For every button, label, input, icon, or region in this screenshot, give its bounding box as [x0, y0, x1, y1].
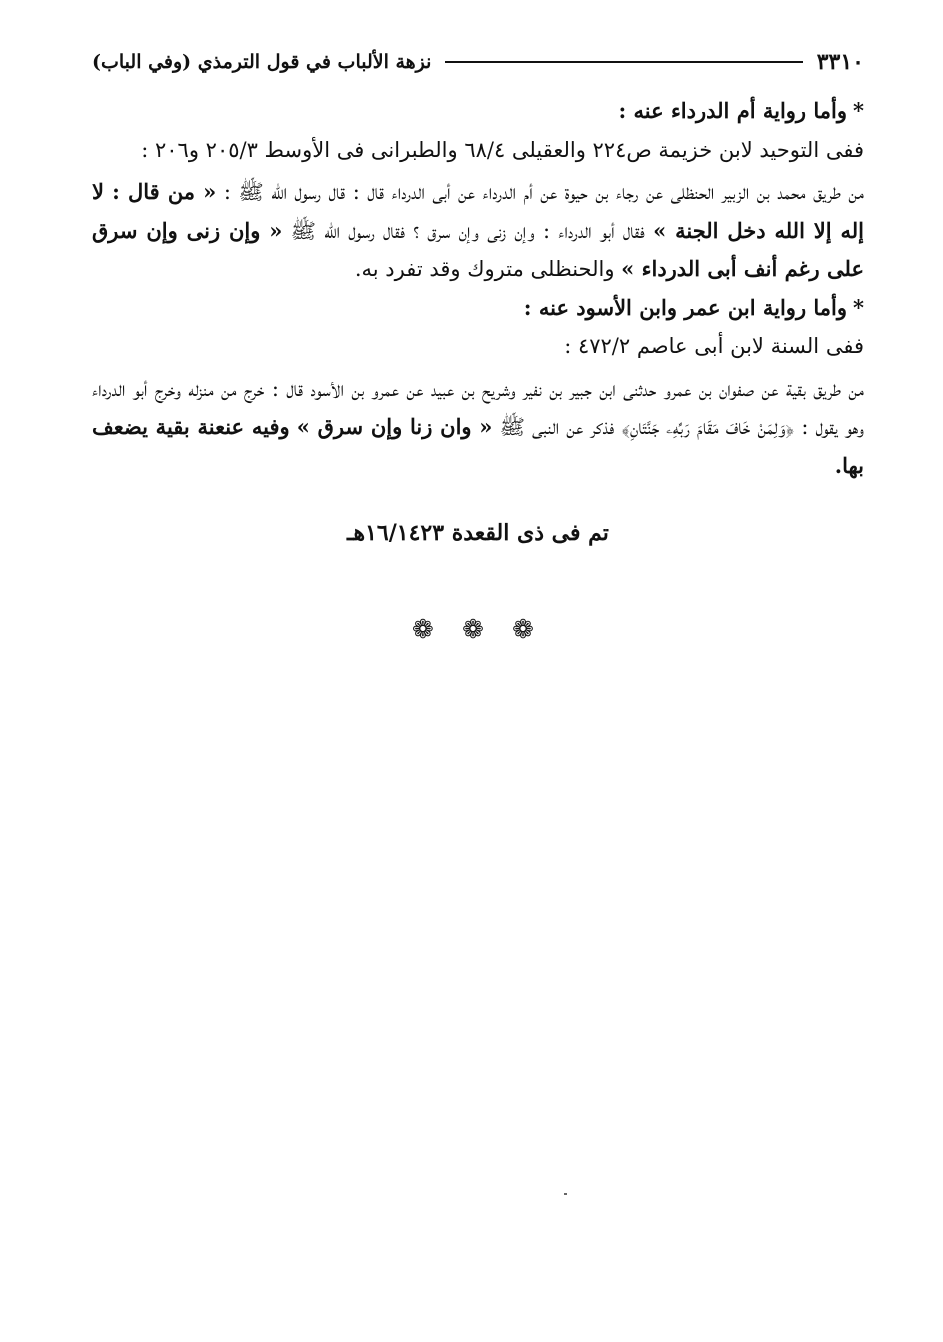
page [92, 40, 864, 645]
section1-heading [92, 92, 864, 131]
section2-paragraph [92, 370, 864, 486]
section1-source: ففى التوحيد لابن خزيمة ص٢٢٤ والعقيلى ٦٨/٤ والطبرانى فى الأوسط ٢٠٥/٣ و٢٠٦ : [141, 137, 864, 162]
section2-note: وفيه عنعنة بقية يضعف بها. [92, 414, 864, 478]
flower-ornament-icon: ❁ ❁ ❁ [412, 615, 544, 645]
running-title: نزهة الألباب في قول الترمذي (وفي الباب) [92, 51, 432, 73]
section1-paragraph [92, 173, 864, 289]
bullet-icon: * [853, 98, 864, 123]
page-number: ٣٣١٠ [816, 49, 864, 75]
section2-hadith: « وان زنا وإن سرق » [296, 414, 493, 439]
section2-middle: فذكر عن النبى ﷺ [499, 415, 615, 439]
section1-isnad: من طريق محمد بن الزبير الحنظلى عن رجاء بن حيوة عن أم الدرداء عن أبى الدرداء قال : قال رسول الله ﷺ : [223, 180, 864, 204]
colophon: تم فى ذى القعدة ١٦/١٤٢٣هـ [347, 520, 609, 546]
section1-middle: فقال أبو الدرداء : وإن زنى وإن سرق ؟ فقال رسول الله ﷺ [290, 218, 645, 243]
section2-quran: ﴿وَلِمَنْ خَافَ مَقَامَ رَبِّهِۦ جَنَّتَانِ﴾ [621, 415, 795, 439]
scan-speck [564, 1193, 567, 1195]
section1-hadith2: « وإن زنى وإن سرق على رغم أنف أبى الدرداء » [92, 217, 864, 281]
section2-heading-text: وأما رواية ابن عمر وابن الأسود عنه : [523, 294, 848, 320]
section2-heading [92, 289, 864, 328]
page-header [92, 40, 864, 84]
section1-heading-text: وأما رواية أم الدرداء عنه : [618, 98, 848, 123]
section2-source: ففى السنة لابن أبى عاصم ٤٧٢/٢ : [564, 334, 864, 358]
section2-isnad: من طريق بقية عن صفوان بن عمرو حدثنى ابن جبير بن نفير وشريح بن عبيد عن عمرو بن الأسود قال : خرج من منزله وخرج أبو الدرداء وهو يقول : [92, 376, 864, 439]
section1-hadith1: « من قال : لا إله إلا الله دخل الجنة » [92, 179, 864, 243]
header-rule [445, 61, 802, 63]
bullet-icon: * [853, 294, 864, 320]
section1-note: والحنظلى متروك وقد تفرد به. [354, 257, 615, 281]
